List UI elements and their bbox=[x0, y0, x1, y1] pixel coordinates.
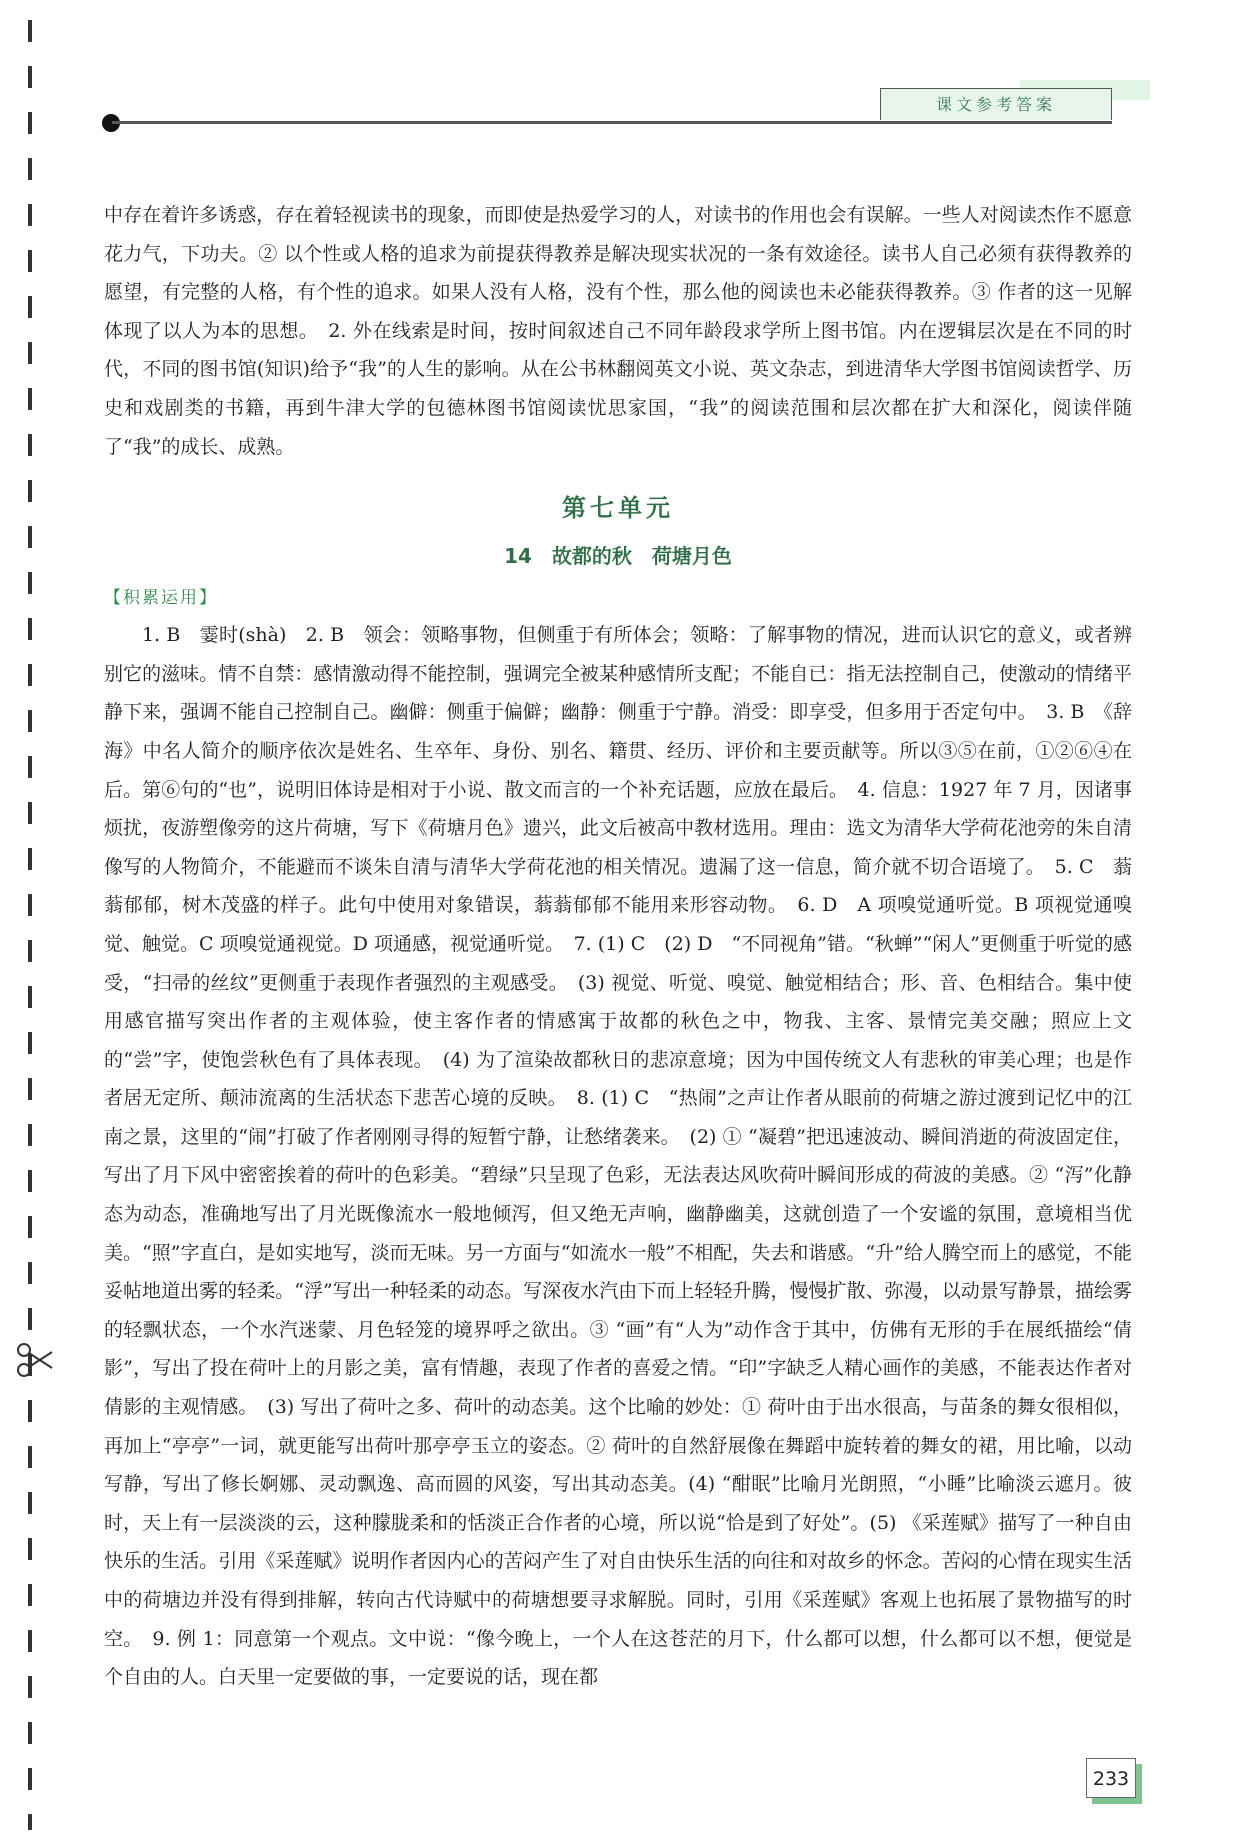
scissors-icon bbox=[14, 1340, 54, 1380]
page-number: 233 bbox=[1086, 1758, 1136, 1798]
answers-paragraph: 1. B 霎时(shà) 2. B 领会：领略事物，但侧重于有所体会；领略：了解事物的情况，进而认识它的意义，或者辨别它的滋味。情不自禁：感情激动得不能控制，强调完全被某种感情所支配；不能自已：指无法控制自己，使激动的情绪平静下来，强调不能自己控制自己。幽僻：侧重于偏僻；幽静：侧重于宁静。消受：即享受，但多用于否定句中。 3. B 《辞海》中名人简介的顺序依次是姓名、生卒年、身份、别名、籍贯、经历、评价和主要贡献等。所以③⑤在前，①②⑥④在后。第⑥句的“也”，说明旧体诗是相对于小说、散文而言的一个补充话题，应放在最后。 4. 信息：1927 年 7 月，因诸事烦扰，夜游塑像旁的这片荷塘，写下《荷塘月色》遗兴，此文后被高中教材选用。理由：选文为清华大学荷花池旁的朱自清像写的人物简介，不能避而不谈朱自清与清华大学荷花池的相关情况。遗漏了这一信息，简介就不切合语境了。 5. C 蓊蓊郁郁，树木茂盛的样子。此句中使用对象错误，蓊蓊郁郁不能用来形容动物。 6. D A 项嗅觉通听觉。B 项视觉通嗅觉、触觉。C 项嗅觉通视觉。D 项通感，视觉通听觉。 7. (1) C (2) D “不同视角”错。“秋蝉”“闲人”更侧重于听觉的感受，“扫帚的丝纹”更侧重于表现作者强烈的主观感受。 (3) 视觉、听觉、嗅觉、触觉相结合；形、音、色相结合。集中使用感官描写突出作者的主观体验，使主客作者的情感寓于故都的秋色之中，物我、主客、景情完美交融；照应上文的“尝”字，使饱尝秋色有了具体表现。 (4) 为了渲染故都秋日的悲凉意境；因为中国传统文人有悲秋的审美心理；也是作者居无定所、颠沛流离的生活状态下悲苦心境的反映。 8. (1) C “热闹”之声让作者从眼前的荷塘之游过渡到记忆中的江南之景，这里的“闹”打破了作者刚刚寻得的短暂宁静，让愁绪袭来。 (2) ① “凝碧”把迅速波动、瞬间消逝的荷波固定住，写出了月下风中密密挨着的荷叶的色彩美。“碧绿”只呈现了色彩，无法表达风吹荷叶瞬间形成的荷波的美感。② “泻”化静态为动态，准确地写出了月光既像流水一般地倾泻，但又绝无声响，幽静幽美，这就创造了一个安谧的氛围，意境相当优美。“照”字直白，是如实地写，淡而无味。另一方面与“如流水一般”不相配，失去和谐感。“升”给人腾空而上的感觉，不能妥帖地道出雾的轻柔。“浮”写出一种轻柔的动态。写深夜水汽由下而上轻轻升腾，慢慢扩散、弥漫，以动景写静景，描绘雾的轻飘状态，一个水汽迷蒙、月色轻笼的境界呼之欲出。③ “画”有“人为”动作含于其中，仿佛有无形的手在展纸描绘“倩影”，写出了投在荷叶上的月影之美，富有情趣，表现了作者的喜爱之情。“印”字缺乏人精心画作的美感，不能表达作者对倩影的主观情感。 (3) 写出了荷叶之多、荷叶的动态美。这个比喻的妙处：① 荷叶由于出水很高，与苗条的舞女很相似，再加上“亭亭”一词，就更能写出荷叶那亭亭玉立的姿态。② 荷叶的自然舒展像在舞蹈中旋转着的舞女的裙，用比喻，以动写静，写出了修长婀娜、灵动飘逸、高而圆的风姿，写出其动态美。(4) “酣眠”比喻月光朗照，“小睡”比喻淡云遮月。彼时，天上有一层淡淡的云，这种朦胧柔和的恬淡正合作者的心境，所以说“恰是到了好处”。(5) 《采莲赋》描写了一种自由快乐的生活。引用《采莲赋》说明作者因内心的苦闷产生了对自由快乐生活的向往和对故乡的怀念。苦闷的心情在现实生活中的荷塘边并没有得到排解，转向古代诗赋中的荷塘想要寻求解脱。同时，引用《采莲赋》客观上也拓展了景物描写的时空。 9. 例 1：同意第一个观点。文中说：“像今晚上，一个人在这苍茫的月下，什么都可以想，什么都可以不想，便觉是个自由的人。白天里一定要做的事，一定要说的话，现在都 bbox=[104, 624, 1132, 1689]
section-label: 【积累运用】 bbox=[104, 588, 218, 609]
unit-title: 第七单元 bbox=[562, 494, 674, 523]
header-rule bbox=[112, 121, 1112, 124]
page-content bbox=[104, 196, 1132, 1697]
cut-dashed-line bbox=[28, 20, 32, 1830]
lesson-title: 14 故都的秋 荷塘月色 bbox=[504, 544, 732, 569]
header-label: 课文参考答案 bbox=[880, 88, 1112, 120]
intro-paragraph: 中存在着许多诱惑，存在着轻视读书的现象，而即使是热爱学习的人，对读书的作用也会有误解。一些人对阅读杰作不愿意花力气，下功夫。② 以个性或人格的追求为前提获得教养是解决现实状况的一条有效途径。读书人自己必须有获得教养的愿望，有完整的人格，有个性的追求。如果人没有人格，没有个性，那么他的阅读也未必能获得教养。③ 作者的这一见解体现了以人为本的思想。 2. 外在线索是时间，按时间叙述自己不同年龄段求学所上图书馆。内在逻辑层次是在不同的时代，不同的图书馆(知识)给予“我”的人生的影响。从在公书林翻阅英文小说、英文杂志，到进清华大学图书馆阅读哲学、历史和戏剧类的书籍，再到牛津大学的包德林图书馆阅读忧思家国，“我”的阅读范围和层次都在扩大和深化，阅读伴随了“我”的成长、成熟。 bbox=[104, 204, 1132, 458]
